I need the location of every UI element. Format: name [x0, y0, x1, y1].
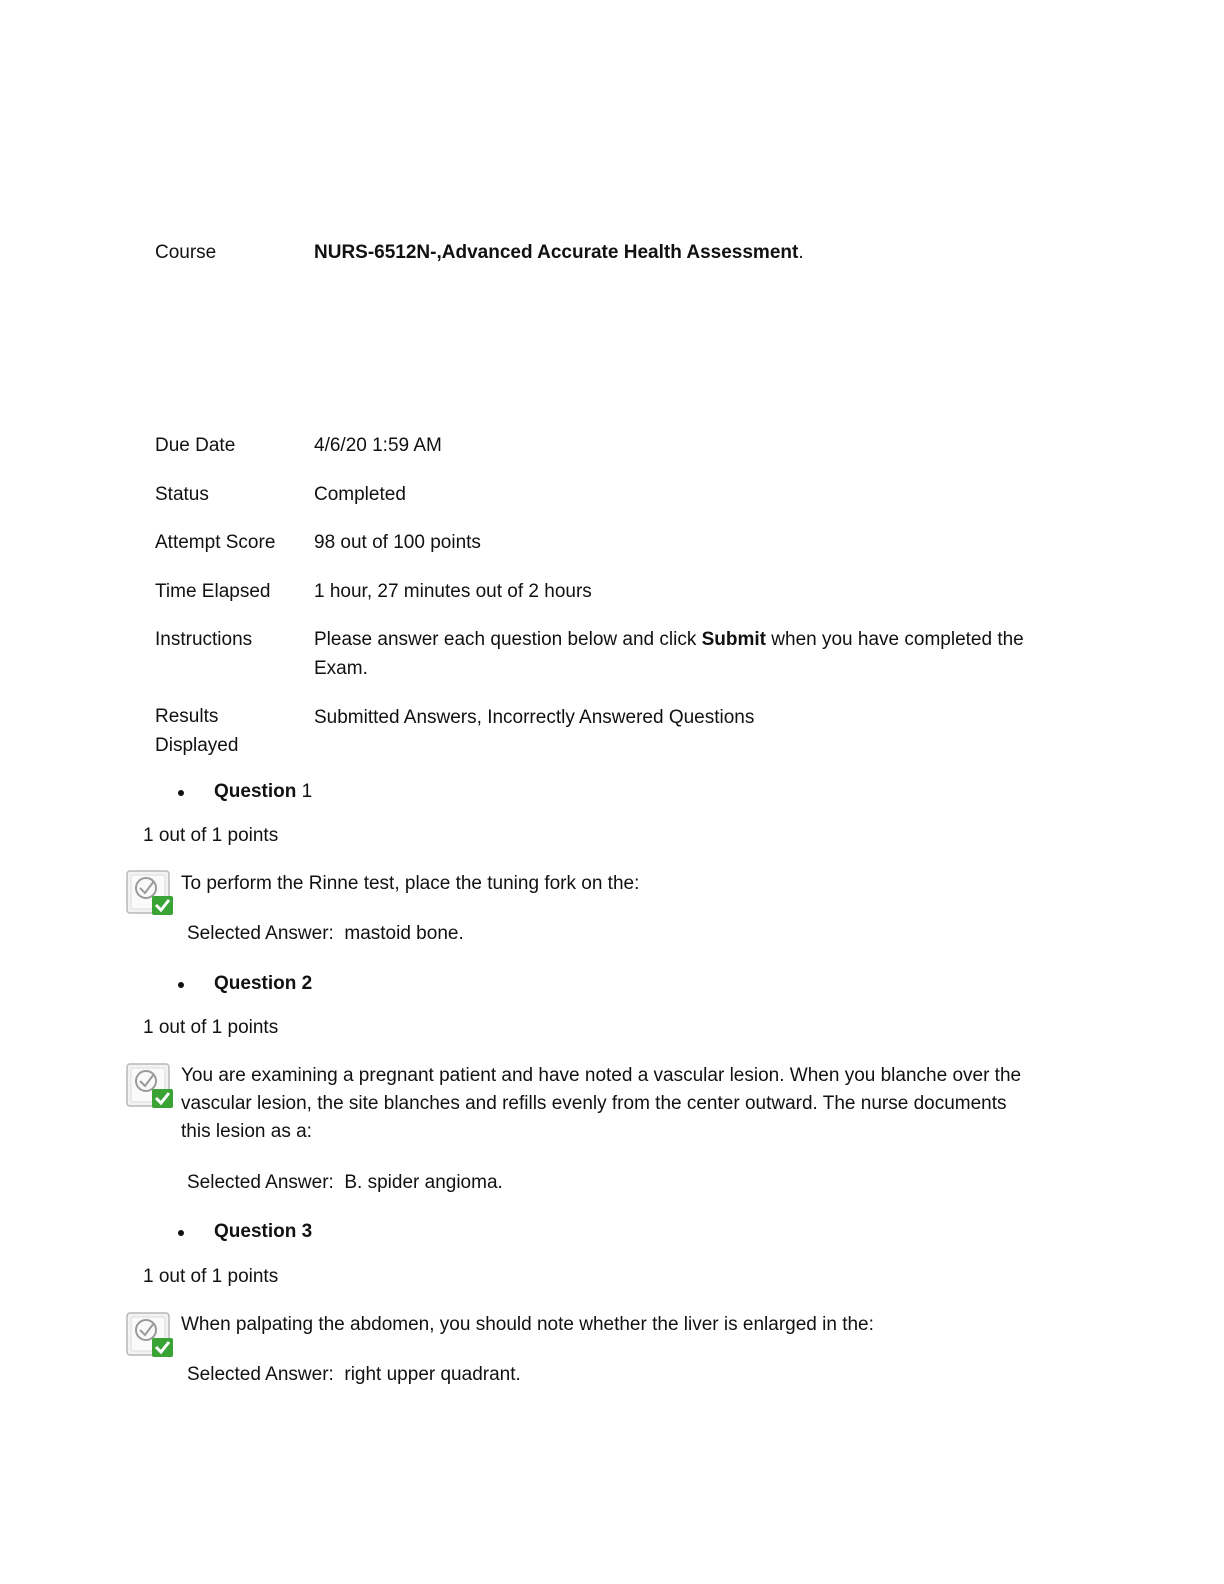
course-title	[314, 242, 804, 264]
question-2-text: You are examining a pregnant patient and have noted a vascular lesion. When you blanche over the vascular lesion, the site blanches and refills evenly from the center outward. The nurse documents this lesion as a:	[181, 1065, 1022, 1142]
question-3-title: Question 3	[214, 1221, 313, 1242]
selected-answer-value: B. spider angioma.	[344, 1172, 503, 1193]
time-elapsed-label: Time Elapsed	[155, 581, 271, 602]
due-date-label: Due Date	[155, 435, 236, 456]
instructions-text-post: when you have completed the Exam.	[314, 629, 1024, 679]
status-label: Status	[155, 484, 209, 505]
instructions-value	[314, 625, 1074, 683]
question-1-number: 1	[301, 781, 313, 802]
course-period: .	[798, 242, 804, 263]
selected-answer-label: Selected Answer:	[187, 1172, 334, 1193]
question-1-points: 1 out of 1 points	[143, 825, 279, 846]
instructions-text-pre: Please answer each question below and click	[314, 629, 702, 650]
results-displayed-value: Submitted Answers, Incorrectly Answered Questions	[314, 707, 755, 728]
instructions-label: Instructions	[155, 629, 253, 650]
question-2-title: Question 2	[214, 973, 313, 994]
selected-answer-value: right upper quadrant.	[344, 1364, 521, 1385]
question-1-text: To perform the Rinne test, place the tuning fork on the:	[181, 873, 640, 894]
time-elapsed-value: 1 hour, 27 minutes out of 2 hours	[314, 581, 592, 602]
question-3-selected-answer	[187, 1364, 521, 1386]
selected-answer-label: Selected Answer:	[187, 923, 334, 944]
question-2-points: 1 out of 1 points	[143, 1017, 279, 1038]
course-name: NURS-6512N-,Advanced Accurate Health Assessment	[314, 242, 799, 263]
question-1-selected-answer	[187, 923, 464, 945]
bullet-icon	[178, 1230, 184, 1236]
correct-check-icon	[126, 1061, 174, 1109]
correct-check-icon	[126, 1310, 174, 1358]
bullet-icon	[178, 982, 184, 988]
question-1-title-word: Question	[214, 781, 297, 802]
question-2-selected-answer	[187, 1172, 503, 1194]
course-label: Course	[155, 242, 217, 263]
question-3-text: When palpating the abdomen, you should note whether the liver is enlarged in the:	[181, 1314, 874, 1335]
attempt-score-label: Attempt Score	[155, 532, 276, 553]
status-value: Completed	[314, 484, 406, 505]
attempt-score-value: 98 out of 100 points	[314, 532, 481, 553]
results-displayed-label: Results Displayed	[155, 706, 239, 756]
question-1-title	[214, 781, 312, 803]
selected-answer-label: Selected Answer:	[187, 1364, 334, 1385]
question-3-points: 1 out of 1 points	[143, 1266, 279, 1287]
instructions-submit-word: Submit	[701, 629, 767, 650]
due-date-value: 4/6/20 1:59 AM	[314, 435, 442, 456]
bullet-icon	[178, 790, 184, 796]
selected-answer-value: mastoid bone.	[344, 923, 464, 944]
correct-check-icon	[126, 868, 174, 916]
